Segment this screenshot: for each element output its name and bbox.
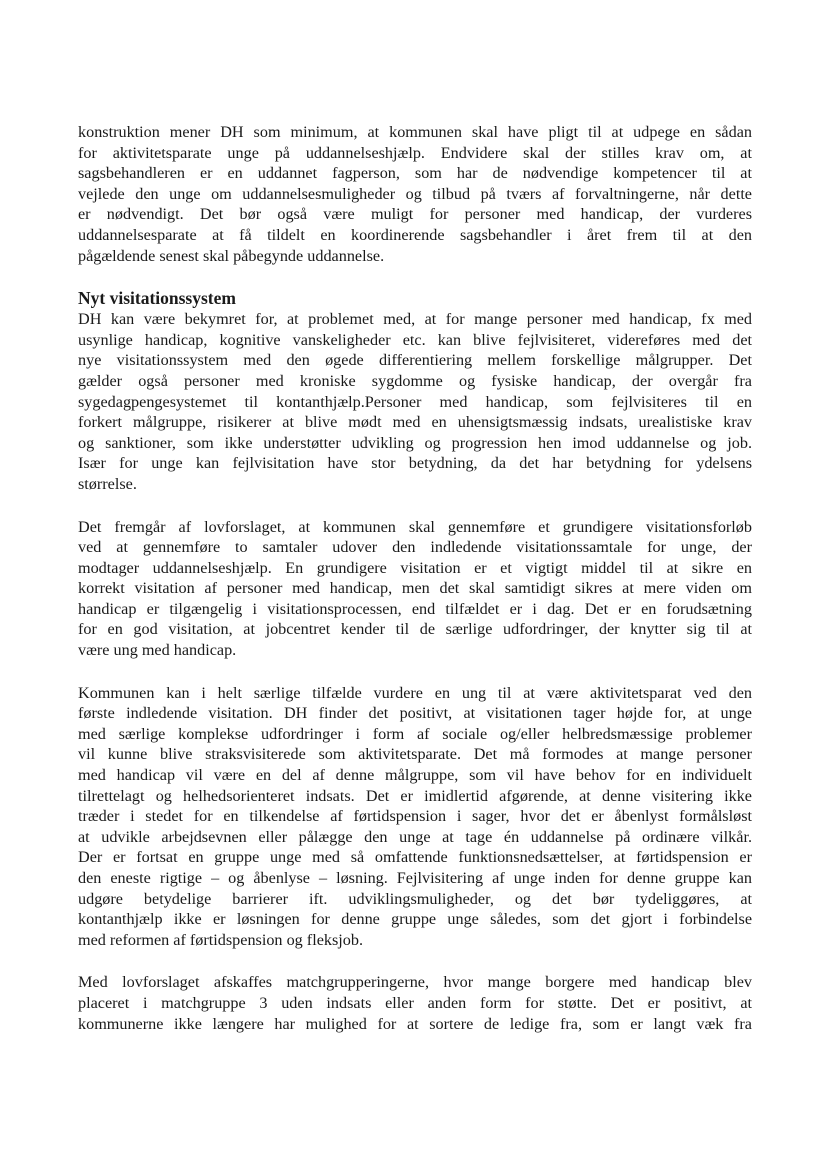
text-line: med handicap vil være en del af denne målgruppe, som vil have behov for en individuelt (78, 766, 752, 785)
text-line: modtager uddannelseshjælp. En grundigere visitation er et vigtigt middel til at sikre en (78, 558, 752, 577)
paragraph-visitation-concern (78, 309, 752, 494)
text-line: Kommunen kan i helt særlige tilfælde vurdere en ung til at være aktivitetsparat ved den (78, 683, 752, 702)
paragraph-match-groups (78, 972, 752, 1034)
text-line: tilrettelagt og helhedsorienteret indsats. Det er imidlertid afgørende, at denne visitering ikke (78, 786, 752, 805)
text-line: træder i stedet for en tilkendelse af førtidspension i sager, hvor det er åbenlyst formålsløst (78, 807, 752, 826)
text-line: handicap er tilgængelig i visitationsprocessen, end tilfældet er i dag. Det er en forudsætning (78, 599, 752, 618)
text-line: gælder også personer med kroniske sygdomme og fysiske handicap, der overgår fra (78, 371, 752, 390)
text-line: være ung med handicap. (78, 641, 237, 660)
text-line: og sanktioner, som ikke understøtter udvikling og progression hen imod uddannelse og job. (78, 433, 752, 452)
text-line: udgøre betydelige barrierer ift. udviklingsmuligheder, og det bør tydeliggøres, at (78, 889, 752, 908)
text-line: sygedagpengesystemet til kontanthjælp.Personer med handicap, som fejlvisiteres til en (78, 392, 752, 411)
text-line: Især for unge kan fejlvisitation have stor betydning, da det har betydning for ydelsens (78, 454, 752, 473)
text-line: forkert målgruppe, risikerer at blive mødt med en uhensigtsmæssig indsats, urealistiske krav (78, 413, 752, 432)
text-line: kontanthjælp ikke er løsningen for denne gruppe unge således, som det gjort i forbindelse (78, 910, 752, 929)
text-line: vejlede den unge om uddannelsesmuligheder og tilbud på tværs af forvaltningerne, når dette (78, 184, 752, 203)
text-line: uddannelsesparate at få tildelt en koordinerende sagsbehandler i året frem til at den (78, 225, 752, 244)
paragraph-coordinating-caseworker (78, 122, 752, 266)
text-line: vil kunne blive straksvisiterede som aktivitetsparate. Det må formodes at mange personer (78, 745, 752, 764)
text-line: størrelse. (78, 474, 137, 493)
section-heading: Nyt visitationssystem (78, 288, 236, 309)
text-line: DH kan være bekymret for, at problemet med, at for mange personer med handicap, fx med (78, 310, 752, 329)
text-line: sagsbehandleren er en uddannet fagperson, som har de nødvendige kompetencer til at (78, 164, 752, 183)
text-line: usynlige handicap, kognitive vanskeligheder etc. kan blive fejlvisiteret, videreføres med det (78, 330, 752, 349)
text-line: første indledende visitation. DH finder det positivt, at visitationen tager højde for, at unge (78, 704, 752, 723)
text-line: konstruktion mener DH som minimum, at kommunen skal have pligt til at udpege en sådan (78, 123, 752, 141)
text-line: at udvikle arbejdsevnen eller pålægge den unge at tage én uddannelse på ordinære vilkår. (78, 827, 752, 846)
text-line: ved at gennemføre to samtaler udover den indledende visitationssamtale for unge, der (78, 538, 752, 557)
text-line: er nødvendigt. Det bør også være muligt for personer med handicap, der vurderes (78, 205, 752, 224)
text-line: den eneste rigtige – og åbenlyse – løsning. Fejlvisitering af unge inden for denne gruppe kan (78, 869, 752, 887)
text-line: for en god visitation, at jobcentret kender til de særlige udfordringer, der knytter sig til at (78, 620, 752, 639)
text-line: Det fremgår af lovforslaget, at kommunen skal gennemføre et grundigere visitationsforløb (78, 517, 752, 536)
text-line: korrekt visitation af personer med handicap, men det skal samtidigt sikres at mere viden om (78, 579, 752, 598)
text-line: nye visitationssystem med den øgede differentiering mellem forskellige målgrupper. Det (78, 351, 752, 370)
text-line: for aktivitetsparate unge på uddannelseshjælp. Endvidere skal der stilles krav om, at (78, 143, 752, 162)
text-line: med reformen af førtidspension og fleksjob. (78, 930, 364, 949)
text-line: kommunerne ikke længere har mulighed for at sortere de ledige fra, som er langt væk fra (78, 1014, 752, 1033)
text-line: med særlige komplekse udfordringer i form af sociale og/eller helbredsmæssige problemer (78, 724, 752, 743)
text-line: Der er fortsat en gruppe unge med så omfattende funktionsnedsættelser, at førtidspension er (78, 848, 752, 867)
paragraph-activity-ready (78, 683, 752, 951)
text-line: Med lovforslaget afskaffes matchgrupperingerne, hvor mange borgere med handicap blev (78, 973, 752, 992)
text-line: placeret i matchgruppe 3 uden indsats eller anden form for støtte. Det er positivt, at (78, 993, 752, 1012)
document-page (78, 122, 752, 1034)
text-line: pågældende senest skal påbegynde uddannelse. (78, 246, 385, 265)
paragraph-thorough-visitation (78, 517, 752, 661)
